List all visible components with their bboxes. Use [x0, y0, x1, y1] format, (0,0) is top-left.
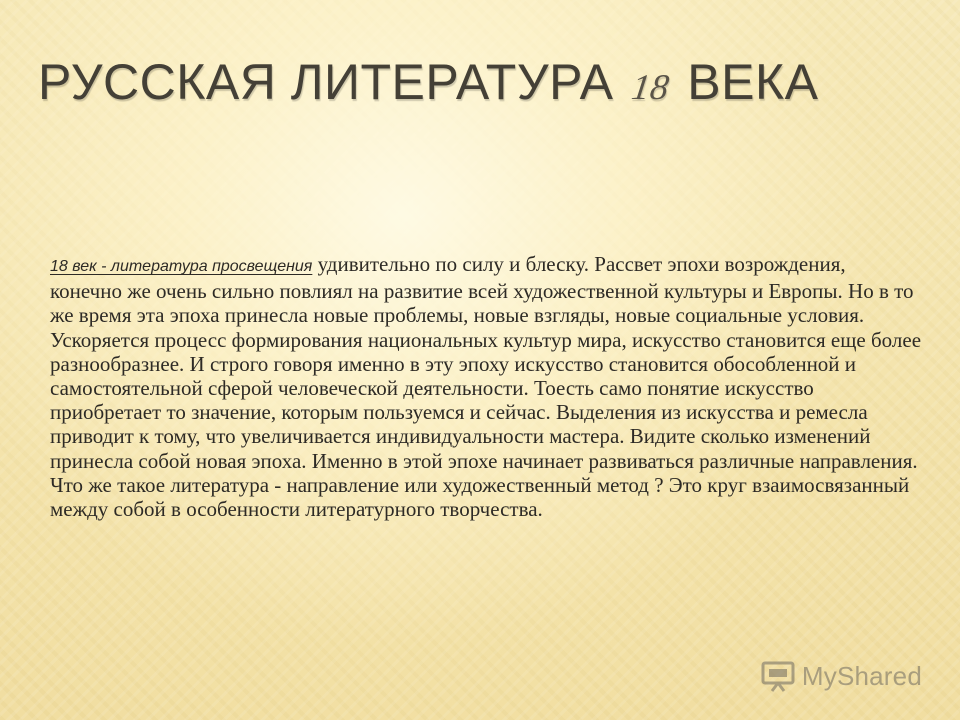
presentation-board-icon — [760, 660, 796, 692]
watermark-label: MyShared — [801, 660, 922, 691]
body-text: удивительно по силу и блеску. Рассвет эпохи возрождения, конечно же очень сильно повлиял на развитие всей художественной культуры и Европы. Но в то же время эта эпоха принесла новые проблемы, новые взгляды, новые социальные условия. Ускоряется процесс формирования национальных культур мира, искусство становится еще более разнообразнее. И строго говоря именно в эту эпоху искусство становится обособленной и самостоятельной сферой человеческой деятельности. Тоесть само понятие искусство приобретает то значение, которым пользуемся и сейчас. Выделения из искусства и ремесла приводит к тому, что увеличивается индивидуальности мастера. Видите сколько изменений принесла собой новая эпоха. Именно в этой эпохе начинает развиваться различные направления. Что же такое литература - направление или художественный метод ? Это круг взаимосвязанный между собой в особенности литературного творчества. — [50, 252, 922, 522]
title-text-end: ВЕКА — [687, 54, 819, 110]
slide-title — [38, 52, 818, 117]
body-paragraph — [50, 252, 922, 521]
title-text-start: РУССКАЯ ЛИТЕРАТУРА — [38, 54, 614, 110]
lead-phrase: 18 век - литература просвещения — [50, 258, 313, 275]
myshared-watermark — [760, 660, 922, 692]
title-century-number: 18 — [629, 67, 672, 107]
